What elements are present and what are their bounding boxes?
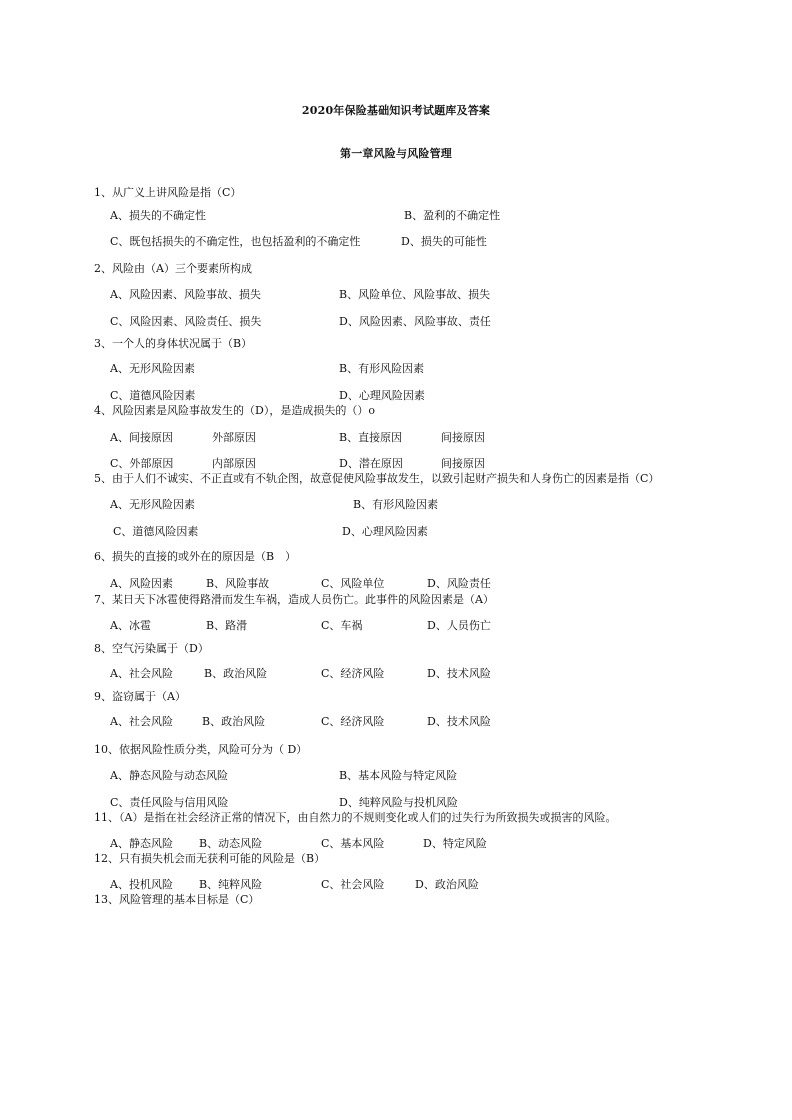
option-c: C、外部原因 [110, 457, 174, 470]
question-stem: 8、空气污染属于（D） [94, 642, 209, 655]
question-stem: 11、（A）是指在社会经济正常的情况下，由自然力的不规则变化或人们的过失行为所致损失或损害的风险。 [94, 811, 617, 824]
option-d: D、特定风险 [423, 837, 487, 850]
question-stem: 4、风险因素是风险事故发生的（D），是造成损失的（）o [94, 404, 375, 417]
question-stem: 3、一个人的身体状况属于（B） [94, 337, 253, 350]
question-stem: 9、盗窃属于（A） [94, 690, 186, 703]
option-a: A、社会风险 [110, 667, 173, 680]
option-a: A、无形风险因素 [110, 362, 195, 375]
option-d: D、技术风险 [427, 667, 491, 680]
option-d: D、纯粹风险与投机风险 [339, 796, 458, 809]
option-a: A、风险因素、风险事故、损失 [110, 288, 261, 301]
option-d: D、心理风险因素 [339, 389, 425, 402]
option-c: C、基本风险 [321, 837, 385, 850]
option-d-second: 间接原因 [441, 457, 485, 470]
option-b: B、风险事故 [206, 577, 270, 590]
option-d: D、风险责任 [427, 577, 491, 590]
option-a: A、损失的不确定性 [110, 209, 206, 222]
option-b: B、直接原因 [339, 431, 403, 444]
document-title: 2020年保险基础知识考试题库及答案 [301, 104, 491, 117]
option-d: D、风险因素、风险事故、责任 [339, 315, 491, 328]
option-a: A、风险因素 [110, 577, 173, 590]
option-b: B、盈利的不确定性 [404, 209, 501, 222]
option-a: A、间接原因 [110, 431, 173, 444]
option-b: B、有形风险因素 [339, 362, 425, 375]
option-a-second: 外部原因 [212, 431, 256, 444]
option-d: D、技术风险 [427, 715, 491, 728]
option-b: B、路滑 [206, 619, 248, 632]
question-stem: 1、从广义上讲风险是指（C） [94, 186, 242, 199]
option-d: D、潜在原因 [339, 457, 403, 470]
option-c: C、责任风险与信用风险 [110, 796, 229, 809]
option-c: C、社会风险 [321, 878, 385, 891]
option-b: B、政治风险 [204, 667, 268, 680]
option-d: D、政治风险 [415, 878, 479, 891]
option-b: B、动态风险 [199, 837, 263, 850]
option-c: C、风险因素、风险责任、损失 [110, 315, 262, 328]
option-a: A、无形风险因素 [110, 498, 195, 511]
option-c: C、风险单位 [321, 577, 385, 590]
option-c: C、经济风险 [321, 715, 385, 728]
option-b: B、纯粹风险 [199, 878, 263, 891]
option-d: D、心理风险因素 [342, 525, 428, 538]
option-d: D、人员伤亡 [427, 619, 491, 632]
option-a: A、静态风险 [110, 837, 173, 850]
option-b: B、政治风险 [202, 715, 266, 728]
option-c: C、道德风险因素 [113, 525, 199, 538]
option-a: A、静态风险与动态风险 [110, 769, 228, 782]
question-stem: 13、风险管理的基本目标是（C） [94, 893, 260, 906]
option-b: B、风险单位、风险事故、损失 [339, 288, 491, 301]
option-c-second: 内部原因 [212, 457, 256, 470]
question-stem: 5、由于人们不诚实、不正直或有不轨企图，故意促使风险事故发生，以致引起财产损失和人身伤亡的因素是指（C） [94, 472, 660, 485]
option-c: C、道德风险因素 [110, 389, 196, 402]
option-c: C、经济风险 [321, 667, 385, 680]
question-stem: 6、损失的直接的或外在的原因是（B ） [94, 550, 297, 563]
option-c: C、既包括损失的不确定性，也包括盈利的不确定性 [110, 235, 361, 248]
question-stem: 2、风险由（A）三个要素所构成 [94, 262, 252, 275]
option-b-second: 间接原因 [441, 431, 485, 444]
option-a: A、投机风险 [110, 878, 173, 891]
option-a: A、冰雹 [110, 619, 151, 632]
question-stem: 10、依据风险性质分类，风险可分为（ D） [94, 743, 308, 756]
question-stem: 12、只有损失机会而无获利可能的风险是（B） [94, 852, 326, 865]
option-d: D、损失的可能性 [401, 235, 487, 248]
option-c: C、车祸 [321, 619, 363, 632]
option-b: B、基本风险与特定风险 [339, 769, 458, 782]
option-a: A、社会风险 [110, 715, 173, 728]
question-stem: 7、某日天下冰雹使得路滑而发生车祸，造成人员伤亡。此事件的风险因素是（A） [94, 593, 494, 606]
chapter-title: 第一章风险与风险管理 [340, 147, 452, 160]
option-b: B、有形风险因素 [353, 498, 439, 511]
